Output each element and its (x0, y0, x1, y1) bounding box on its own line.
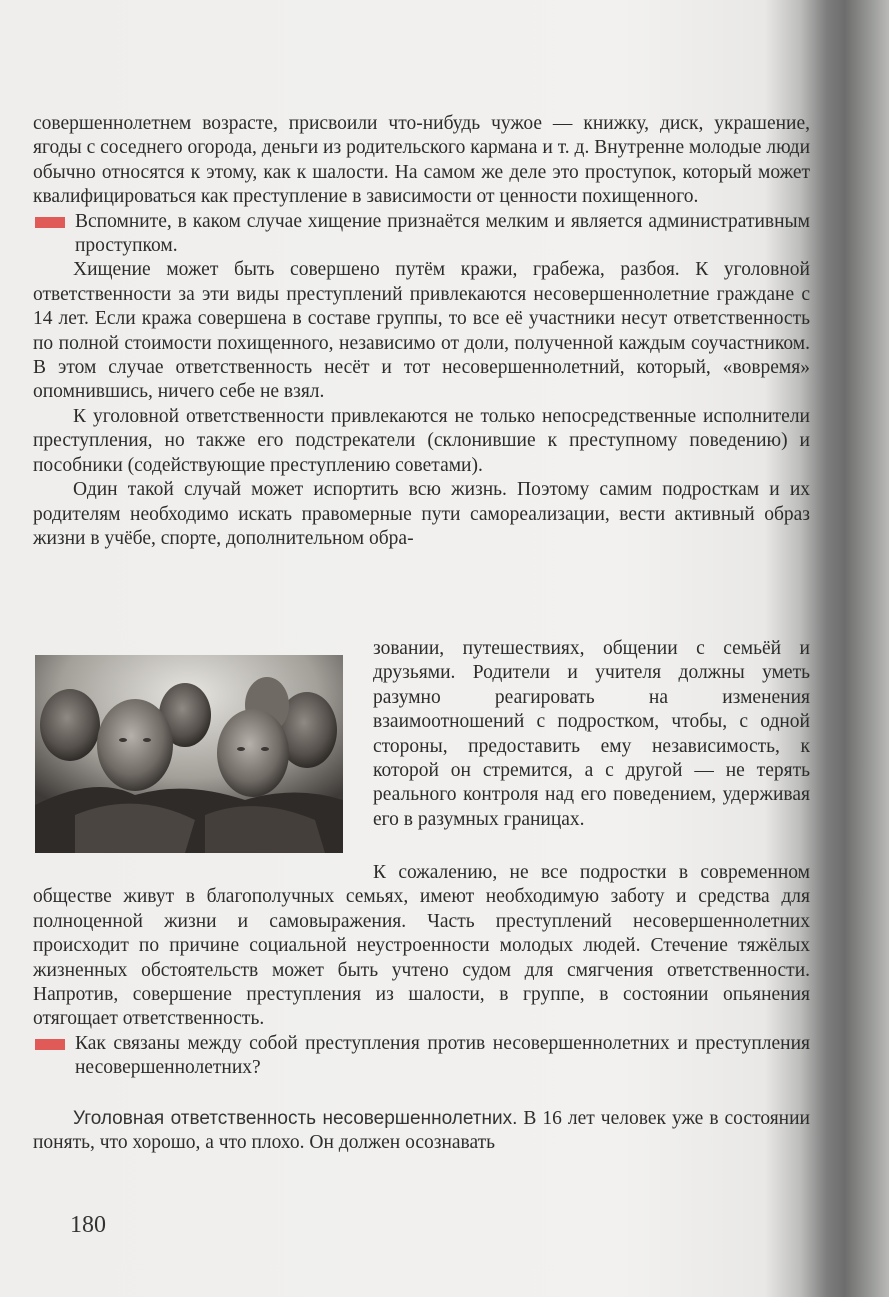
question-marker-icon (35, 217, 65, 228)
paragraph-1: совершеннолетнем возрасте, присвоили что-нибудь чужое — книжку, диск, украшение, ягоды с соседнего огорода, деньги из родительского кармана и т. д. Внутренне молодые люди обычно относятся к этому, как к шалости. На самом же деле это проступок, который может квалифицироваться как преступление в зависимости от ценности похищенного. (33, 113, 810, 208)
paragraph-5: К сожалению, не все подростки в современном обществе живут в благополучных семьях, имеют необходимую заботу и средства для полноценной жизни и самовыражения. Часть преступлений несовершеннолетних происходит по причине социальной неустроенности молодых людей. Стечение тяжёлых жизненных обстоятельств может быть учтено судом для смягчения ответственности. Напротив, совершение преступления из шалости, в группе, в состоянии опьянения отягощает ответственность. (33, 862, 810, 1030)
question-marker-icon (35, 1039, 65, 1050)
text-column-lower (33, 861, 810, 1155)
section-heading: Уголовная ответственность несовершеннолетних. (73, 1107, 518, 1129)
paragraph-3: К уголовной ответственности привлекаются не только непосредственные исполнители преступления, но также его подстрекатели (склонившие к преступному поведению) и пособники (содействующие преступлению советами). (33, 405, 810, 476)
paragraph-4: Один такой случай может испортить всю жизнь. Поэтому самим подросткам и их родителям необходимо искать правомерные пути самореализации, вести активный образ жизни в учёбе, спорте, дополнительном обра- (33, 479, 810, 549)
text-column (33, 112, 810, 551)
question-2 (33, 1032, 810, 1081)
question-1-text: Вспомните, в каком случае хищение признаётся мелким и является административным проступком. (75, 210, 810, 257)
paragraph-6 (33, 1107, 810, 1156)
page-number: 180 (70, 1212, 106, 1238)
question-1 (33, 210, 810, 259)
paragraph-6-text: В 16 лет человек уже в состоянии понять, что хорошо, а что плохо. Он должен осознавать (33, 1107, 810, 1154)
paragraph-4-continued: зовании, путешествиях, общении с семьёй и друзьями. Родители и учителя должны уметь разумно реагировать на изменения взаимоотношений с подростком, чтобы, с одной стороны, предоставить ему независимость, к которой он стремится, а с другой — не терять реального контроля над его поведением, удерживая его в разумных границах. (373, 638, 810, 830)
wrapped-text-column (373, 637, 810, 832)
question-2-text: Как связаны между собой преступления против несовершеннолетних и преступления несовершеннолетних? (75, 1032, 810, 1079)
photo-of-young-monks-icon (35, 655, 343, 853)
paragraph-2: Хищение может быть совершено путём кражи, грабежа, разбоя. К уголовной ответственности за эти виды преступлений привлекаются несовершеннолетние граждане с 14 лет. Если кража совершена в составе группы, то все её участники несут ответственность по полной стоимости похищенного, независимо от доли, полученной каждым соучастником. В этом случае ответственность несёт и тот несовершеннолетний, который, «вовремя» опомнившись, ничего себе не взял. (33, 259, 810, 403)
